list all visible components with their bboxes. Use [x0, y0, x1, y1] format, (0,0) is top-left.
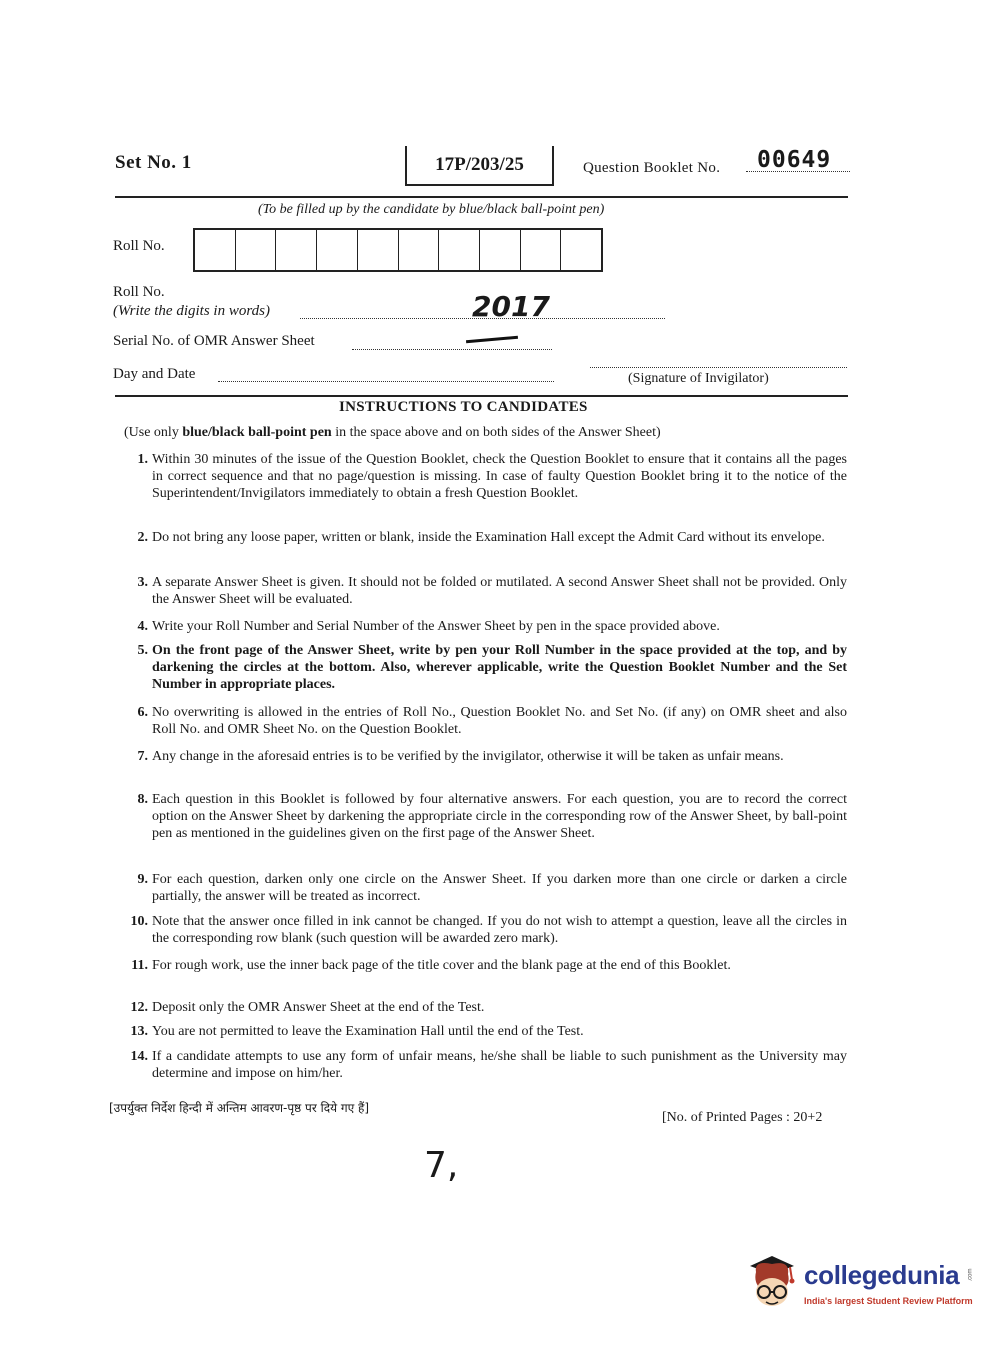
instruction-number: 4.: [137, 619, 148, 634]
roll-digit-box[interactable]: [561, 230, 601, 270]
instruction-text: No overwriting is allowed in the entries of Roll No., Question Booklet No. and Set No. (if any) on OMR sheet and also Roll No. and OMR Sheet No. on the Question Booklet.: [152, 705, 847, 737]
day-date-field[interactable]: [218, 381, 554, 382]
roll-digit-box[interactable]: [276, 230, 317, 270]
instructions-heading: INSTRUCTIONS TO CANDIDATES: [339, 399, 588, 415]
instruction-text: On the front page of the Answer Sheet, write by pen your Roll Number in the space provided at the top, and by darkening the circles at the bottom. Also, wherever applicable, write the Question Booklet Number and the Set Number in appropriate places.: [152, 643, 847, 692]
paper-code: 17P/203/25: [405, 146, 554, 186]
brand-suffix: .com: [967, 1268, 974, 1282]
roll-digit-box[interactable]: [399, 230, 440, 270]
brand-name: collegedunia: [804, 1260, 960, 1290]
instruction-number: 7.: [137, 749, 148, 764]
instruction-number: 12.: [130, 1000, 148, 1015]
pen-note-post: in the space above and on both sides of the Answer Sheet): [331, 425, 661, 440]
roll-digit-box[interactable]: [480, 230, 521, 270]
pen-note-pre: (Use only: [124, 425, 183, 440]
collegedunia-watermark: [742, 1252, 972, 1312]
pen-note-bold: blue/black ball-point pen: [182, 425, 332, 440]
instruction-number: 11.: [131, 958, 148, 973]
handwritten-roll-words: 2017: [472, 290, 550, 323]
omr-serial-field[interactable]: [352, 349, 552, 350]
instruction-number: 6.: [137, 705, 148, 720]
roll-digit-box[interactable]: [521, 230, 562, 270]
instruction-text: Note that the answer once filled in ink cannot be changed. If you do not wish to attempt a question, leave all the circles in the corresponding row blank (such question will be awarded zero mark).: [152, 914, 847, 946]
instruction-number: 3.: [137, 575, 148, 590]
instruction-number: 13.: [130, 1024, 148, 1039]
roll-no-grid[interactable]: [193, 228, 603, 272]
instruction-number: 2.: [137, 530, 148, 545]
fill-note: (To be filled up by the candidate by blue/black ball-point pen): [258, 202, 605, 217]
instruction-text: A separate Answer Sheet is given. It should not be folded or mutilated. A second Answer Sheet shall not be provided. Only the Answer Sheet will be evaluated.: [152, 575, 847, 607]
instruction-number: 10.: [130, 914, 148, 929]
roll-digit-box[interactable]: [439, 230, 480, 270]
instruction-number: 1.: [137, 452, 148, 467]
booklet-number: 00649: [757, 147, 832, 173]
hindi-note: [उपर्युक्त निर्देश हिन्दी में अन्तिम आवरण-पृष्ठ पर दिये गए हैं]: [109, 1101, 370, 1115]
pen-note: [124, 425, 661, 441]
signature-field[interactable]: [590, 367, 847, 368]
instruction-text: Deposit only the OMR Answer Sheet at the end of the Test.: [152, 1000, 485, 1015]
signature-label: (Signature of Invigilator): [628, 371, 769, 386]
booklet-number-label: Question Booklet No.: [583, 160, 721, 176]
handwritten-mark: 7,: [424, 1145, 459, 1186]
instruction-text: You are not permitted to leave the Examination Hall until the end of the Test.: [152, 1024, 584, 1039]
roll-digit-box[interactable]: [236, 230, 277, 270]
instruction-text: For each question, darken only one circle on the Answer Sheet. If you darken more than one circle or darken a circle partially, the answer will be treated as incorrect.: [152, 872, 847, 904]
instruction-number: 9.: [137, 872, 148, 887]
instruction-text: Each question in this Booklet is followed by four alternative answers. For each question, you are to record the correct option on the Answer Sheet by darkening the appropriate circle in the corresponding row of the Answer Sheet, by ball-point pen as mentioned in the guidelines given on the first page of the Answer Sheet.: [152, 792, 847, 841]
mascot-icon: [742, 1252, 802, 1312]
printed-pages: [No. of Printed Pages : 20+2: [662, 1110, 823, 1125]
instruction-number: 14.: [130, 1049, 148, 1064]
brand-tagline: India's largest Student Review Platform: [804, 1296, 973, 1306]
roll-no-label: Roll No.: [113, 238, 165, 254]
day-date-label: Day and Date: [113, 366, 196, 382]
instruction-text: Write your Roll Number and Serial Number of the Answer Sheet by pen in the space provided above.: [152, 619, 720, 634]
instruction-text: If a candidate attempts to use any form of unfair means, he/she shall be liable to such punishment as the University may determine and impose on him/her.: [152, 1049, 847, 1081]
instruction-text: Within 30 minutes of the issue of the Question Booklet, check the Question Booklet to ensure that it contains all the pages in correct sequence and that no page/question is missing. In case of faulty Question Booklet bring it to the notice of the Superintendent/Invigilators immediately to obtain a fresh Question Booklet.: [152, 452, 847, 501]
instruction-text: Do not bring any loose paper, written or blank, inside the Examination Hall except the Admit Card without its envelope.: [152, 530, 825, 545]
set-number: Set No. 1: [115, 152, 192, 173]
booklet-number-dotline: [746, 171, 850, 172]
roll-digit-box[interactable]: [195, 230, 236, 270]
roll-digit-box[interactable]: [317, 230, 358, 270]
omr-serial-label: Serial No. of OMR Answer Sheet: [113, 333, 315, 349]
handwritten-dash: [466, 336, 518, 344]
instruction-text: Any change in the aforesaid entries is to be verified by the invigilator, otherwise it will be taken as unfair means.: [152, 749, 784, 764]
instruction-number: 5.: [137, 643, 148, 658]
roll-words-label: Roll No.: [113, 284, 165, 300]
roll-digit-box[interactable]: [358, 230, 399, 270]
header-rule: [115, 196, 848, 198]
form-rule: [115, 395, 848, 397]
instruction-text: For rough work, use the inner back page of the title cover and the blank page at the end of this Booklet.: [152, 958, 731, 973]
instruction-number: 8.: [137, 792, 148, 807]
roll-words-hint: (Write the digits in words): [113, 303, 270, 319]
